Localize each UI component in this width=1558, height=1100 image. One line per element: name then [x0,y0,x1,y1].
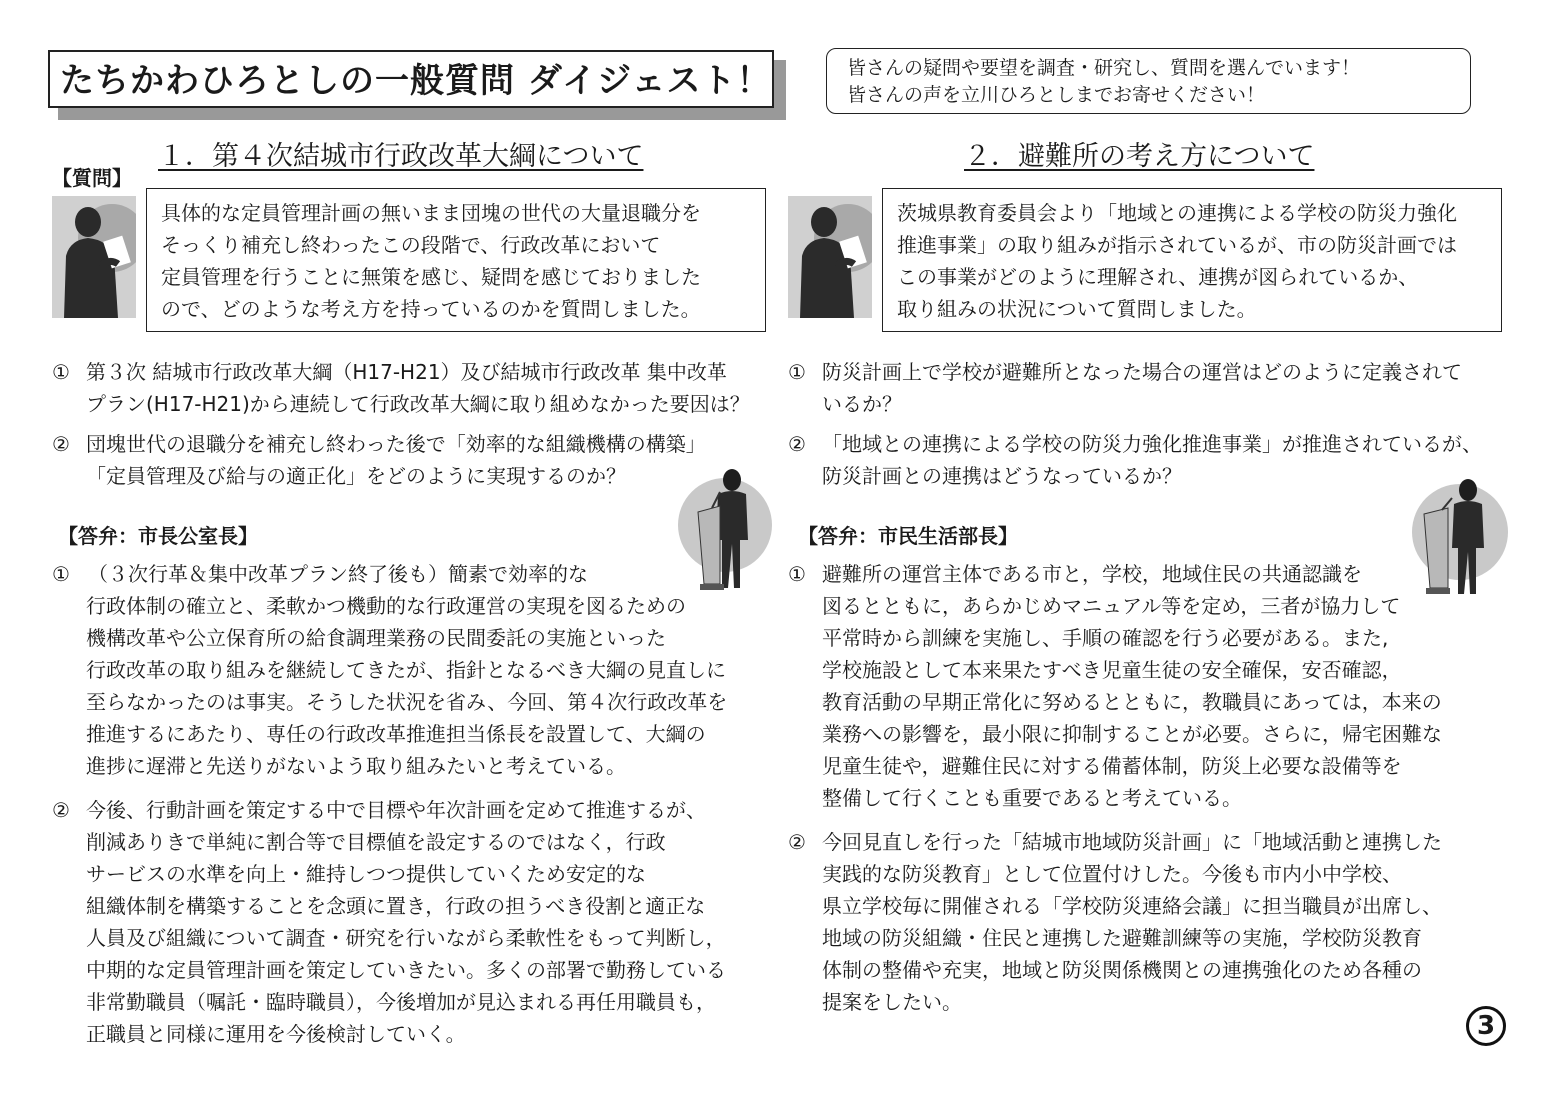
item-number: ② [52,798,70,822]
questioner-icon [52,196,136,318]
item-line: 第３次 結城市行政改革大綱（H17-H21）及び結城市行政改革 集中改革 [86,360,727,384]
answer-line: 至らなかったのは事実。そうした状況を省み、今回、第４次行政改革を [86,690,728,714]
item-line: 「定員管理及び給与の適正化」をどのように実現するのか？ [86,464,626,488]
left-q-item-2 [86,428,706,492]
question-line: この事業がどのように理解され、連携が図られているか、 [897,265,1419,289]
right-section-heading: ２．避難所の考え方について [964,141,1315,172]
answer-line: 図るとともに，あらかじめマニュアル等を定め，三者が協力して [822,594,1401,618]
answer-line: 組織体制を構築することを念頭に置き，行政の担うべき役割と適正な [86,894,706,918]
right-answer-2 [822,826,1442,1018]
left-question-box [146,188,766,332]
answer-line: 体制の整備や充実，地域と防災関係機関との連携強化のため各種の [822,958,1422,982]
answer-line: 県立学校毎に開催される「学校防災連絡会議」に担当職員が出席し、 [822,894,1442,918]
answer-line: 進捗に遅滞と先送りがないよう取り組みたいと考えている。 [86,754,626,778]
question-line: 取り組みの状況について質問しました。 [897,297,1257,321]
answer-line: 避難所の運営主体である市と，学校，地域住民の共通認識を [822,562,1362,586]
answer-line: 実践的な防災教育」として位置付けした。今後も市内小中学校、 [822,862,1402,886]
item-number: ① [52,562,70,586]
item-line: いるか？ [822,392,902,416]
question-line: そっくり補充し終わったこの段階で、行政改革において [161,233,661,257]
page-title: たちかわひろとしの一般質問 ダイジェスト！ [48,50,774,108]
answer-line: 地域の防災組織・住民と連携した避難訓練等の実施，学校防災教育 [822,926,1422,950]
left-answer-1 [86,558,727,782]
answer-line: 教育活動の早期正常化に努めるとともに，教職員にあっては，本来の [822,690,1442,714]
answer-line: 今後、行動計画を策定する中で目標や年次計画を定めて推進するが、 [86,798,706,822]
page-number: 3 [1466,1006,1506,1046]
call-line-2: 皆さんの声を立川ひろとしまでお寄せください！ [847,84,1266,106]
item-number: ① [788,360,806,384]
item-line: 団塊世代の退職分を補充し終わった後で「効率的な組織機構の構築」 [86,432,706,456]
right-answer-1 [822,558,1442,814]
call-line-1: 皆さんの疑問や要望を調査・研究し、質問を選んでいます！ [847,57,1361,79]
answer-line: 業務への影響を，最小限に抑制することが必要。さらに，帰宅困難な [822,722,1442,746]
answer-line: 削減ありきで単純に割合等で目標値を設定するのではなく，行政 [86,830,666,854]
item-line: 防災計画との連携はどうなっているか？ [822,464,1182,488]
answer-line: 推進するにあたり、専任の行政改革推進担当係長を設置して、大綱の [86,722,706,746]
item-number: ② [788,830,806,854]
item-number: ② [52,432,70,456]
left-answer-tag: 【答弁：市長公室長】 [58,524,258,548]
question-line: 茨城県教育委員会より「地域との連携による学校の防災力強化 [897,201,1457,225]
right-q-item-2 [822,428,1482,492]
question-line: ので、どのような考え方を持っているのかを質問しました。 [161,297,701,321]
left-answer-2 [86,794,726,1050]
answer-line: 正職員と同様に運用を今後検討していく。 [86,1022,466,1046]
question-tag: 【質問】 [52,166,132,190]
question-line: 具体的な定員管理計画の無いまま団塊の世代の大量退職分を [161,201,701,225]
item-line: 防災計画上で学校が避難所となった場合の運営はどのように定義されて [822,360,1462,384]
question-line: 推進事業」の取り組みが指示されているが、市の防災計画では [897,233,1457,257]
item-line: プラン(H17-H21)から連続して行政改革大綱に取り組めなかった要因は？ [86,392,750,416]
questioner-icon [788,196,872,318]
answer-line: 学校施設として本来果たすべき児童生徒の安全確保，安否確認， [822,658,1402,682]
answer-line: 中期的な定員管理計画を策定していきたい。多くの部署で勤務している [86,958,726,982]
answer-line: 機構改革や公立保育所の給食調理業務の民間委託の実施といった [86,626,666,650]
answer-line: 児童生徒や，避難住民に対する備蓄体制，防災上必要な設備等を [822,754,1402,778]
answer-line: 人員及び組織について調査・研究を行いながら柔軟性をもって判断し， [86,926,726,950]
call-to-action-box [826,48,1471,114]
answer-line: サービスの水準を向上・維持しつつ提供していくため安定的な [86,862,646,886]
answer-line: 今回見直しを行った「結城市地域防災計画」に「地域活動と連携した [822,830,1442,854]
answer-line: 平常時から訓練を実施し、手順の確認を行う必要がある。また, [822,626,1389,650]
answer-line: 行政改革の取り組みを継続してきたが、指針となるべき大綱の見直しに [86,658,726,682]
answer-line: 非常勤職員（嘱託・臨時職員），今後増加が見込まれる再任用職員も， [86,990,716,1014]
question-line: 定員管理を行うことに無策を感じ、疑問を感じておりました [161,265,701,289]
item-number: ① [52,360,70,384]
item-number: ① [788,562,806,586]
left-section-heading: １．第４次結城市行政改革大綱について [158,141,644,172]
answer-line: 行政体制の確立と、柔軟かつ機動的な行政運営の実現を図るための [86,594,686,618]
item-line: 「地域との連携による学校の防災力強化推進事業」が推進されているが、 [822,432,1482,456]
answer-line: 整備して行くことも重要であると考えている。 [822,786,1242,810]
right-q-item-1 [822,356,1462,420]
right-answer-tag: 【答弁：市民生活部長】 [798,524,1018,548]
left-q-item-1 [86,356,750,420]
answer-line: 提案をしたい。 [822,990,962,1014]
item-number: ② [788,432,806,456]
right-question-box [882,188,1502,332]
answer-line: （３次行革＆集中改革プラン終了後も）簡素で効率的な [88,562,588,586]
